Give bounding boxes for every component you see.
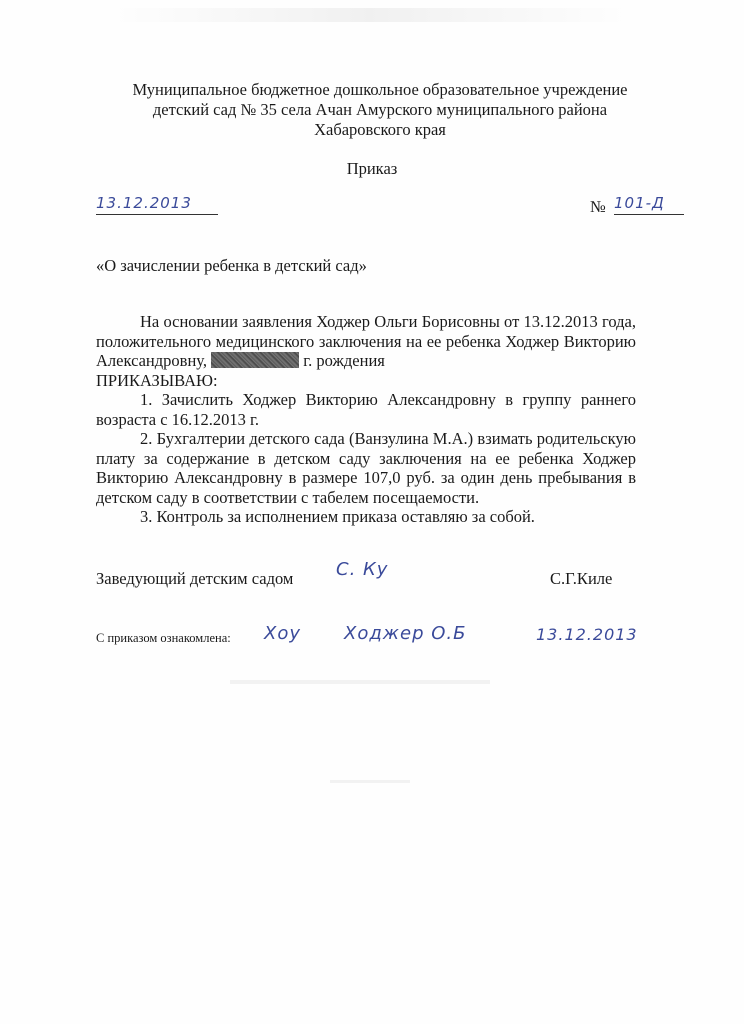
order-item-3: 3. Контроль за исполнением приказа оставляю за собой. bbox=[140, 507, 535, 526]
acknowledgement-name-handwritten: Ходжер О.Б bbox=[344, 623, 467, 644]
scan-bleed bbox=[330, 780, 410, 783]
handwritten-signature: С. Ку bbox=[336, 559, 389, 580]
order-date-handwritten: 13.12.2013 bbox=[96, 194, 192, 212]
intro-text: На основании заявления Ходжер Ольги Борисовны от 13.12.2013 года, положительного медицинского заключения на ее ребенка Ходжер Викторию Александровну, bbox=[96, 312, 636, 370]
header-line-1: Муниципальное бюджетное дошкольное образовательное учреждение bbox=[132, 80, 628, 99]
order-subject: «О зачислении ребенка в детский сад» bbox=[96, 256, 367, 275]
signer-position: Заведующий детским садом bbox=[96, 569, 294, 588]
order-number-handwritten: 101-Д bbox=[614, 194, 665, 212]
order-number-field bbox=[614, 194, 684, 215]
header-line-3: Хабаровского края bbox=[314, 120, 446, 139]
scan-bleed bbox=[230, 680, 490, 684]
acknowledgement-date: 13.12.2013 bbox=[536, 625, 638, 644]
order-body bbox=[96, 312, 636, 527]
signer-name: С.Г.Киле bbox=[550, 569, 613, 588]
intro-text-end: г. рождения bbox=[303, 351, 385, 370]
scan-smudge bbox=[110, 8, 630, 22]
redacted-birthdate bbox=[211, 352, 299, 368]
document-title: Приказ bbox=[346, 159, 398, 178]
order-word: ПРИКАЗЫВАЮ: bbox=[96, 370, 218, 390]
order-item-1: 1. Зачислить Ходжер Викторию Александровну в группу раннего возраста с 16.12.2013 г. bbox=[96, 390, 636, 429]
intro-paragraph bbox=[96, 312, 636, 371]
acknowledgement-signature: Хоу bbox=[264, 623, 301, 644]
order-date-field bbox=[96, 194, 218, 215]
order-item-2: 2. Бухгалтерии детского сада (Ванзулина М.А.) взимать родительскую плату за содержание в детском саду заключения на ее ребенка Ходжер Викторию Александровну в размере 107,0 руб. за один день пребывания в детском саду в соответствии с табелем посещаемости. bbox=[96, 429, 636, 507]
acknowledgement-label: С приказом ознакомлена: bbox=[96, 631, 231, 645]
header-line-2: детский сад № 35 села Ачан Амурского муниципального района bbox=[152, 100, 608, 119]
number-label: № bbox=[590, 197, 606, 216]
organization-header bbox=[8, 80, 744, 140]
